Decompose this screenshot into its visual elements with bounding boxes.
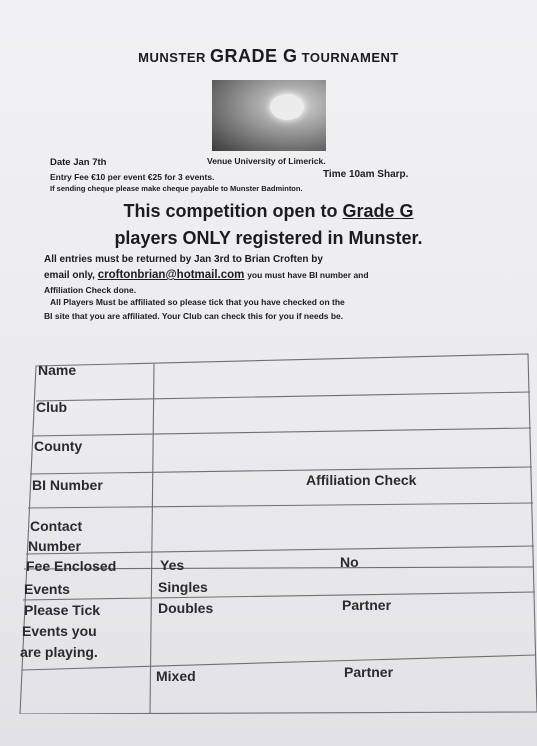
field-bi-number-label: BI Number — [32, 477, 103, 493]
instruction-line-3: Affiliation Check done. — [44, 285, 137, 295]
field-contact-label-1: Contact — [30, 518, 83, 534]
entry-fee: Entry Fee €10 per event €25 for 3 events. — [50, 172, 215, 182]
headline-grade: Grade G — [342, 201, 414, 221]
cheque-note: If sending cheque please make cheque payable to Munster Badminton. — [50, 184, 303, 193]
headline-line-1 — [0, 201, 537, 222]
fee-enclosed-label: Fee Enclosed — [26, 558, 117, 574]
event-time: Time 10am Sharp. — [323, 169, 409, 180]
instruction-line-2 — [44, 269, 369, 281]
headline-line-2: players ONLY registered in Munster. — [114, 228, 423, 248]
fee-no-option[interactable]: No — [340, 554, 359, 570]
event-singles-option[interactable]: Singles — [158, 579, 208, 595]
event-mixed-option[interactable]: Mixed — [156, 668, 196, 684]
title-suffix: TOURNAMENT — [301, 50, 399, 65]
instruction-line-4: All Players Must be affiliated so please tick that you have checked on the — [50, 297, 345, 307]
event-doubles-option[interactable]: Doubles — [158, 600, 214, 616]
title-main: GRADE G — [210, 46, 298, 66]
shuttlecock-image — [212, 80, 326, 151]
please-tick-label-1: Please Tick — [24, 602, 101, 618]
instruction-email-prefix: email only, — [44, 270, 95, 281]
doubles-partner-label: Partner — [342, 597, 392, 613]
please-tick-label-2: Events you — [22, 623, 97, 639]
field-county-label: County — [34, 438, 83, 454]
fee-yes-option[interactable]: Yes — [160, 557, 185, 573]
event-venue: Venue University of Limerick. — [207, 156, 326, 166]
instruction-line-1: All entries must be returned by Jan 3rd to Brian Croften by — [44, 254, 323, 265]
mixed-partner-label: Partner — [344, 664, 394, 680]
instruction-email-suffix: you must have BI number and — [247, 270, 369, 280]
events-label: Events — [24, 581, 70, 597]
please-tick-label-3: are playing. — [20, 644, 98, 660]
instruction-line-5: BI site that you are affiliated. Your Club can check this for you if needs be. — [44, 311, 344, 321]
affiliation-check-label: Affiliation Check — [306, 472, 417, 488]
field-name-label: Name — [38, 362, 77, 378]
field-club-label: Club — [36, 399, 68, 415]
headline-prefix: This competition open to — [123, 201, 338, 221]
entry-form-table — [18, 352, 537, 714]
shuttlecock-icon — [270, 94, 304, 120]
title-prefix: MUNSTER — [138, 50, 206, 65]
page-title — [0, 46, 537, 67]
field-contact-label-2: Number — [28, 538, 81, 554]
event-date: Date Jan 7th — [50, 157, 107, 168]
contact-email-link[interactable]: croftonbrian@hotmail.com — [97, 269, 245, 281]
